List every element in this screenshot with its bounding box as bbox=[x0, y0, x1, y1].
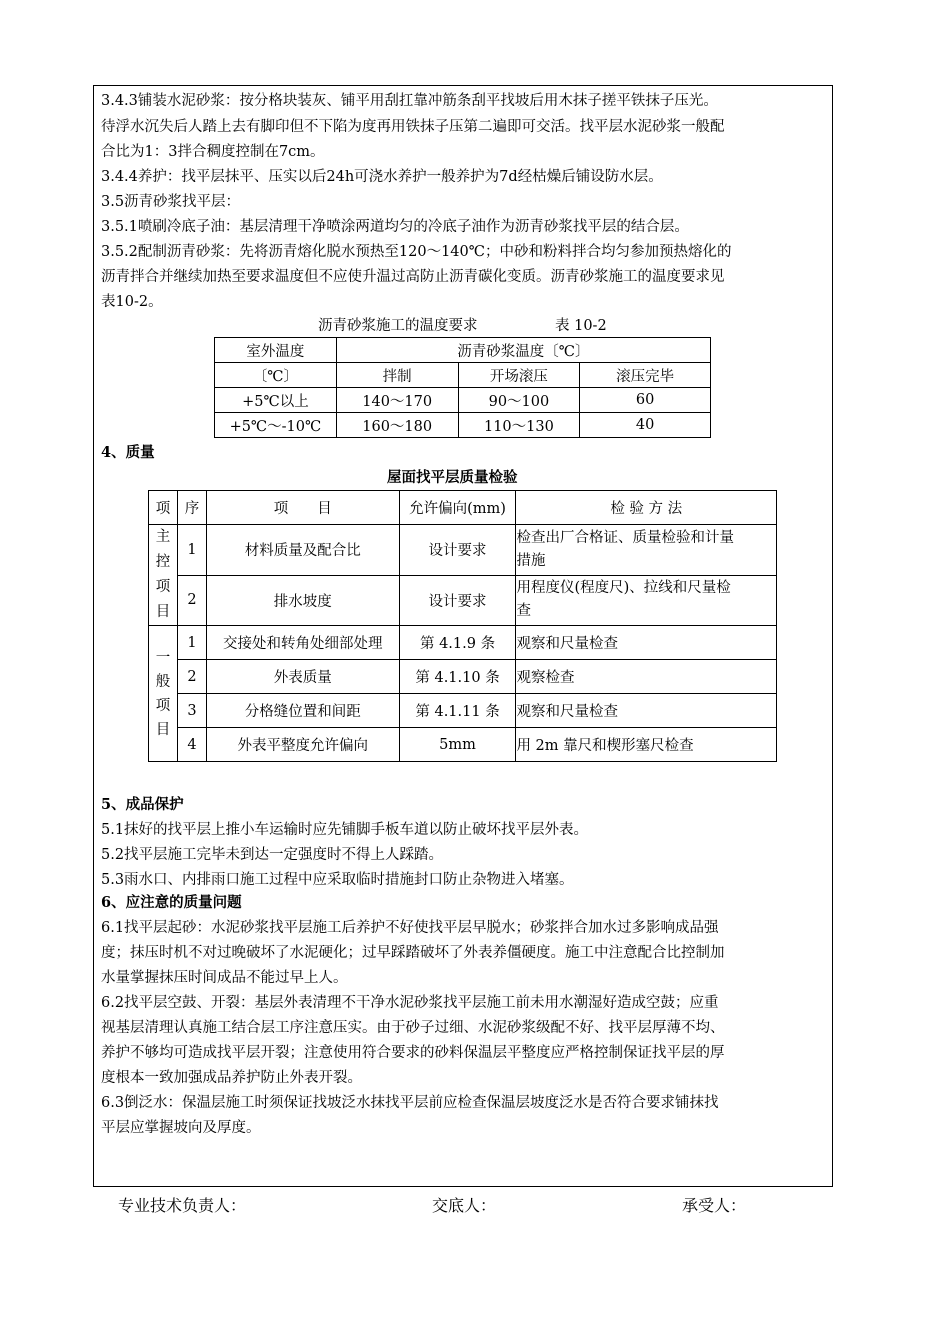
quality-table-title: 屋面找平层质量检验 bbox=[387, 469, 518, 486]
text-line: 3.4.3铺装水泥砂浆：按分格块装灰、铺平用刮扛靠冲筋条刮平找坡后用木抹子搓平铁抹子压光。 bbox=[101, 93, 718, 109]
header-end-roll: 滚压完毕 bbox=[580, 363, 711, 388]
text-line: 5.3雨水口、内排雨口施工过程中应采取临时措施封口防止杂物进入堵塞。 bbox=[101, 872, 574, 888]
header-mix: 拌制 bbox=[336, 363, 458, 388]
table-row: +5℃以上 140～170 90～100 60 bbox=[215, 388, 711, 413]
general-item-label: 一 般 项 目 bbox=[149, 626, 178, 762]
text-line: 养护不够均可造成找平层开裂；注意使用符合要求的砂料保温层平整度应严格控制保证找平层的厚 bbox=[101, 1045, 725, 1061]
header-outdoor-temp: 室外温度 bbox=[215, 338, 337, 363]
text-line: 5.2找平层施工完毕未到达一定强度时不得上人踩踏。 bbox=[101, 847, 444, 863]
text-line: 平层应掌握坡向及厚度。 bbox=[101, 1120, 261, 1136]
text-line: 3.4.4养护：找平层抹平、压实以后24h可浇水养护一般养护为7d经枯燥后铺设防水层。 bbox=[101, 169, 663, 185]
header-mortar-temp: 沥青砂浆温度〔℃〕 bbox=[336, 338, 710, 363]
table1-number: 表 10-2 bbox=[555, 318, 607, 334]
quality-table: 项 序 项 目 允许偏向(mm) 检 验 方 法 主 控 项 目 1 材料质量及配合比 设计要求 检查出厂合格证、质量检验和计量 措施 2 排水坡度 设计要求 用程度仪(程度尺)、拉线和尺量检 查 一 般 项 目 1 交接处和转角处细部处理 第 4.1.9 条 观察和尺量检查 2 外表质量 第 4.1.10 条 观察检查 3 分格缝位置和间距 第 4.1.11 条 观察和尺量检查 4 外表平整度允许偏向 5mm 用 2m 靠尺和楔形塞尺检查 bbox=[148, 490, 777, 762]
footer-tech-lead: 专业技术负责人： bbox=[118, 1196, 247, 1215]
text-line: 沥青拌合并继续加热至要求温度但不应使升温过高防止沥青碳化变质。沥青砂浆施工的温度要求见 bbox=[101, 269, 725, 285]
table1-caption: 沥青砂浆施工的温度要求 bbox=[318, 318, 478, 334]
section-heading-quality: 4、质量 bbox=[101, 444, 155, 461]
text-line: 度根本一致加强成品养护防止外表开裂。 bbox=[101, 1070, 362, 1086]
section-heading-quality-issues: 6、应注意的质量问题 bbox=[101, 894, 242, 911]
footer-handover: 交底人： bbox=[432, 1196, 497, 1215]
text-line: 表10-2。 bbox=[101, 294, 163, 310]
section-heading-protection: 5、成品保护 bbox=[101, 796, 184, 813]
text-line: 6.2找平层空鼓、开裂：基层外表清理不干净水泥砂浆找平层施工前未用水潮湿好造成空鼓；应重 bbox=[101, 995, 719, 1011]
table-row: +5℃～-10℃ 160～180 110～130 40 bbox=[215, 413, 711, 438]
text-line: 度；抹压时机不对过晚破坏了水泥硬化；过早踩踏破坏了外表养僵硬度。施工中注意配合比控制加 bbox=[101, 945, 725, 961]
text-line: 3.5.1喷刷冷底子油：基层清理干净喷涂两道均匀的冷底子油作为沥青砂浆找平层的结合层。 bbox=[101, 219, 689, 235]
text-line: 合比为1：3拌合稠度控制在7cm。 bbox=[101, 144, 325, 160]
text-line: 水量掌握抹压时间成品不能过早上人。 bbox=[101, 970, 348, 986]
text-line: 3.5沥青砂浆找平层： bbox=[101, 194, 241, 210]
text-line: 视基层清理认真施工结合层工序注意压实。由于砂子过细、水泥砂浆级配不好、找平层厚薄不均、 bbox=[101, 1020, 725, 1036]
temperature-table bbox=[214, 337, 711, 438]
header-start-roll: 开场滚压 bbox=[458, 363, 580, 388]
header-outdoor-unit: 〔℃〕 bbox=[215, 363, 337, 388]
footer-receiver: 承受人： bbox=[682, 1196, 747, 1215]
text-line: 3.5.2配制沥青砂浆：先将沥青熔化脱水预热至120～140℃；中砂和粉料拌合均匀参加预热熔化的 bbox=[101, 244, 732, 260]
text-line: 待浮水沉失后人踏上去有脚印但不下陷为度再用铁抹子压第二遍即可交活。找平层水泥砂浆一般配 bbox=[101, 119, 725, 135]
main-control-label: 主 控 项 目 bbox=[149, 525, 178, 626]
text-line: 6.3倒泛水：保温层施工时须保证找坡泛水抹找平层前应检查保温层坡度泛水是否符合要求铺抹找 bbox=[101, 1095, 719, 1111]
text-line: 5.1抹好的找平层上推小车运输时应先铺脚手板车道以防止破坏找平层外表。 bbox=[101, 822, 589, 838]
text-line: 6.1找平层起砂：水泥砂浆找平层施工后养护不好使找平层早脱水；砂浆拌合加水过多影响成品强 bbox=[101, 920, 719, 936]
